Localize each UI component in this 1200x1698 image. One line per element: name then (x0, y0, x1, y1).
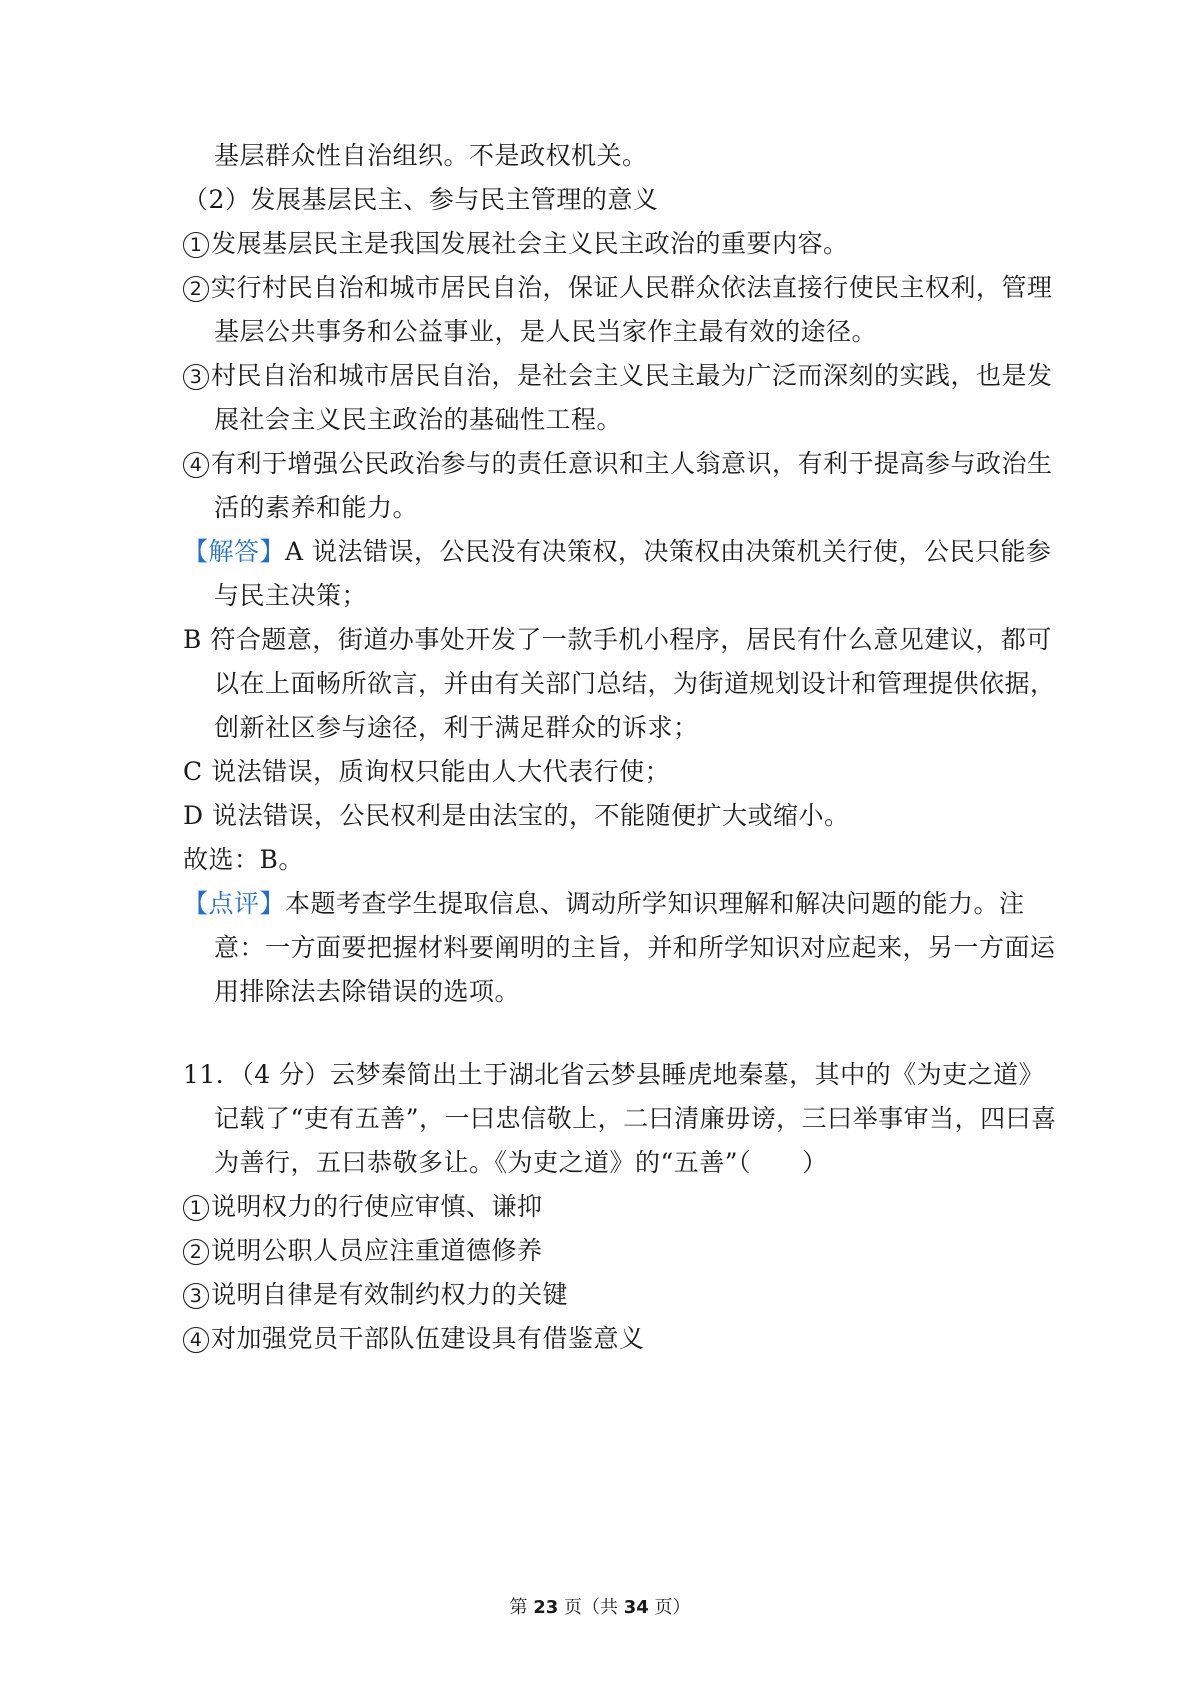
question-stem (183, 1058, 1044, 1092)
page-total: 34 (623, 1597, 649, 1618)
line-text: A 说法错误，公民没有决策权，决策权由决策机关行使，公民只能参 (285, 537, 1052, 566)
text-line (214, 931, 1056, 965)
text-line (214, 579, 367, 613)
line-text: 有利于增强公民政治参与的责任意识和主人翁意识，有利于提高参与政治生 (211, 449, 1053, 478)
line-text: 实行村民自治和城市居民自治，保证人民群众依法直接行使民主权利，管理 (211, 273, 1053, 302)
circled-number: 4 (183, 452, 209, 478)
line-text: （2）发展基层民主、参与民主管理的意义 (183, 185, 659, 214)
text-line (183, 843, 304, 877)
list-item (183, 271, 1053, 305)
line-text: 说明自律是有效制约权力的关键 (211, 1280, 569, 1309)
circled-number: 2 (183, 1239, 209, 1265)
line-text: 与民主决策； (214, 581, 368, 610)
text-line (214, 315, 877, 349)
line-text: 11．（4 分）云梦秦简出土于湖北省云梦县睡虎地秦墓，其中的《为吏之道》 (183, 1060, 1045, 1089)
text-line (214, 1146, 828, 1180)
text-line (183, 623, 1052, 657)
circled-number: 3 (183, 1283, 209, 1309)
option-item (183, 1278, 568, 1312)
answer-line (183, 535, 1052, 569)
text-line (214, 139, 648, 173)
circled-number: 1 (183, 232, 209, 258)
line-text: B 符合题意，街道办事处开发了一款手机小程序，居民有什么意见建议，都可 (183, 625, 1052, 654)
line-text: 以在上面畅所欲言，并由有关部门总结，为街道规划设计和管理提供依据， (214, 669, 1056, 698)
line-text: 说明公职人员应注重道德修养 (211, 1236, 543, 1265)
text-line (214, 1102, 1057, 1136)
comment-line (183, 887, 1025, 921)
text-line (214, 491, 418, 525)
line-text: 基层群众性自治组织。不是政权机关。 (214, 141, 648, 170)
option-item (183, 1190, 543, 1224)
circled-number: 3 (183, 364, 209, 390)
line-text: D 说法错误，公民权利是由法宝的，不能随便扩大或缩小。 (183, 801, 850, 830)
text-line (214, 711, 699, 745)
list-item (183, 359, 1053, 393)
text-line (183, 799, 850, 833)
list-item (183, 447, 1053, 481)
text-line (214, 667, 1056, 701)
line-text: C 说法错误，质询权只能由人大代表行使； (183, 757, 671, 786)
line-text: 记载了“吏有五善”，一曰忠信敬上，二曰清廉毋谤，三曰举事审当，四曰喜 (214, 1104, 1057, 1133)
option-item (183, 1322, 645, 1356)
line-text: 意：一方面要把握材料要阐明的主旨，并和所学知识对应起来，另一方面运 (214, 933, 1056, 962)
footer-middle: 页（共 (564, 1597, 618, 1618)
section-heading (183, 183, 658, 217)
option-item (183, 1234, 543, 1268)
text-line (183, 755, 670, 789)
line-text: 对加强党员干部队伍建设具有借鉴意义 (211, 1324, 645, 1353)
line-text: 创新社区参与途径，利于满足群众的诉求； (214, 713, 699, 742)
line-text: 本题考查学生提取信息、调动所学知识理解和解决问题的能力。注 (285, 889, 1025, 918)
answer-tag: 【解答】 (183, 537, 286, 566)
line-text: 活的素养和能力。 (214, 493, 419, 522)
circled-number: 2 (183, 276, 209, 302)
footer-prefix: 第 (509, 1597, 528, 1618)
line-text: 村民自治和城市居民自治，是社会主义民主最为广泛而深刻的实践，也是发 (211, 361, 1053, 390)
comment-tag: 【点评】 (183, 889, 286, 918)
line-text: 展社会主义民主政治的基础性工程。 (214, 405, 623, 434)
line-text: 发展基层民主是我国发展社会主义民主政治的重要内容。 (211, 229, 849, 258)
line-text: 故选：B。 (183, 845, 304, 874)
circled-number: 4 (183, 1327, 209, 1353)
page-footer (0, 1596, 1200, 1620)
line-text: 基层公共事务和公益事业，是人民当家作主最有效的途径。 (214, 317, 878, 346)
line-text: 说明权力的行使应审慎、谦抑 (211, 1192, 543, 1221)
line-text: 用排除法去除错误的选项。 (214, 977, 521, 1006)
circled-number: 1 (183, 1195, 209, 1221)
text-line (214, 403, 622, 437)
list-item (183, 227, 849, 261)
text-line (214, 975, 520, 1009)
footer-suffix: 页） (654, 1597, 691, 1618)
line-text: 为善行，五曰恭敬多让。《为吏之道》的“五善”（ ） (214, 1148, 828, 1177)
page-number: 23 (533, 1597, 559, 1618)
